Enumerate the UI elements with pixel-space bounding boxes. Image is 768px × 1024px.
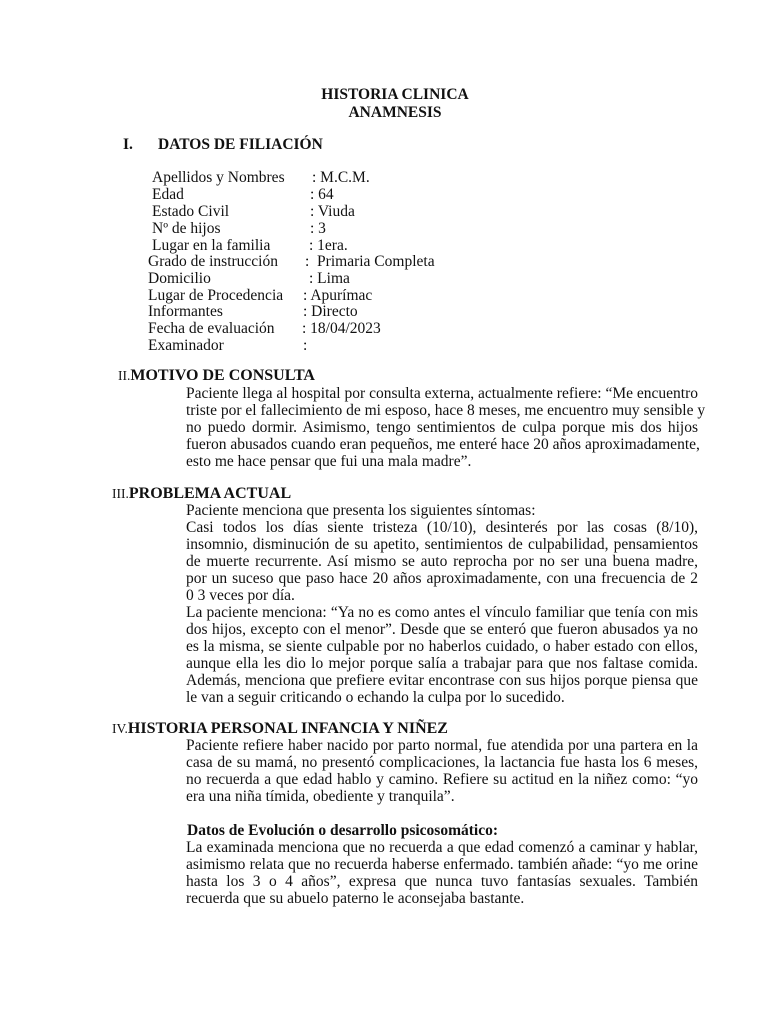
field-label-age: Edad <box>152 186 184 203</box>
field-value-children: : 3 <box>310 220 326 237</box>
field-value-examiner: : <box>303 337 308 354</box>
paragraph-line: de muerte recurrente. Así mismo se auto reprocha por no ser una buena madre, <box>186 553 698 570</box>
paragraph-line: hasta los 3 o 4 años”, expresa que nunca tuvo fantasías sexuales. También <box>186 873 698 890</box>
section-3-heading <box>112 485 291 502</box>
paragraph-line: triste por el fallecimiento de mi esposo, hace 8 meses, me encuentro muy sensible y <box>186 402 706 419</box>
field-value-education: : Primaria Completa <box>305 253 435 270</box>
field-label-origin: Lugar de Procedencia <box>148 287 284 304</box>
section-1-title: DATOS DE FILIACIÓN <box>158 136 323 153</box>
paragraph-line: era una niña tímida, obediente y tranquila”. <box>186 788 455 805</box>
paragraph-line: es la misma, se siente culpable por no haberlos cuidado, o haber estado con ellos, <box>186 638 698 655</box>
field-label-civil-status: Estado Civil <box>152 203 230 220</box>
paragraph-line: asimismo relata que no recuerda haberse enfermado. también añade: “yo me orine <box>186 856 698 873</box>
paragraph-line: fueron abusados cuando eran pequeños, me enteré hace 20 años aproximadamente, <box>186 436 700 453</box>
field-value-address: : Lima <box>309 270 350 287</box>
paragraph-line: casa de su mamá, no presentó complicaciones, la lactancia fue hasta los 6 meses, <box>186 754 698 771</box>
field-label-education: Grado de instrucción <box>148 253 278 270</box>
paragraph-line: le van a seguir criticando o echando la culpa por lo sucedido. <box>186 689 565 706</box>
field-label-names: Apellidos y Nombres <box>152 169 285 186</box>
section-4-heading <box>112 720 448 737</box>
field-value-informants: : Directo <box>303 303 358 320</box>
field-value-family-place: : 1era. <box>309 237 348 254</box>
paragraph-line: La paciente menciona: “Ya no es como antes el vínculo familiar que tenía con mis <box>186 604 698 621</box>
development-subtitle: Datos de Evolución o desarrollo psicosomático: <box>187 822 498 839</box>
paragraph-line: no recuerda a que edad hablo y camino. Refiere su actitud en la niñez como: “yo <box>186 771 698 788</box>
paragraph-line: esto me hace pensar que fui una mala madre”. <box>186 453 472 470</box>
field-value-age: : 64 <box>310 186 334 203</box>
paragraph-line: Paciente llega al hospital por consulta externa, actualmente refiere: “Me encuentro <box>186 385 698 402</box>
paragraph-line: 0 3 veces por día. <box>186 587 295 604</box>
field-value-civil-status: : Viuda <box>310 203 355 220</box>
field-value-eval-date: : 18/04/2023 <box>302 320 381 337</box>
document-title: HISTORIA CLINICA <box>321 86 469 103</box>
field-label-examiner: Examinador <box>148 337 224 354</box>
paragraph-line: aunque ella les dio lo mejor porque salía a trabajar para que nos faltase comida. <box>186 655 698 672</box>
paragraph-line: no puedo dormir. Asimismo, tengo sentimientos de culpa porque mis dos hijos <box>186 419 698 436</box>
field-label-family-place: Lugar en la familia <box>152 237 271 254</box>
section-3-title: PROBLEMA ACTUAL <box>128 485 292 502</box>
section-4-number: IV. <box>112 721 128 736</box>
paragraph-line: dos hijos, excepto con el menor”. Desde que se enteró que fueron abusados ya no <box>186 621 698 638</box>
field-label-children: Nº de hijos <box>152 220 221 237</box>
field-label-eval-date: Fecha de evaluación <box>148 320 275 337</box>
paragraph-line: Además, menciona que prefiere evitar encontrase con sus hijos porque piensa que <box>186 672 698 689</box>
section-2-heading <box>118 367 315 384</box>
field-value-names: : M.C.M. <box>312 169 370 186</box>
paragraph-line: Paciente menciona que presenta los siguientes síntomas: <box>186 502 536 519</box>
document-subtitle: ANAMNESIS <box>348 104 442 121</box>
section-3-number: III. <box>112 486 129 501</box>
paragraph-line: Casi todos los días siente tristeza (10/10), desinterés por las cosas (8/10), <box>186 519 698 536</box>
field-label-informants: Informantes <box>148 303 223 320</box>
section-2-number: II. <box>118 368 131 383</box>
paragraph-line: por un suceso que paso hace 20 años aproximadamente, con una frecuencia de 2 <box>186 570 698 587</box>
section-4-title: HISTORIA PERSONAL INFANCIA Y NIÑEZ <box>127 720 448 737</box>
paragraph-line: recuerda que su abuelo paterno le aconsejaba bastante. <box>186 890 525 907</box>
field-label-address: Domicilio <box>148 270 211 287</box>
section-2-title: MOTIVO DE CONSULTA <box>130 367 315 384</box>
paragraph-line: Paciente refiere haber nacido por parto normal, fue atendida por una partera en la <box>186 737 698 754</box>
paragraph-line: insomnio, disminución de su apetito, sentimientos de culpabilidad, pensamientos <box>186 536 698 553</box>
paragraph-line: La examinada menciona que no recuerda a que edad comenzó a caminar y hablar, <box>186 839 698 856</box>
section-1-number: I. <box>123 136 133 153</box>
field-value-origin: : Apurímac <box>303 287 373 304</box>
